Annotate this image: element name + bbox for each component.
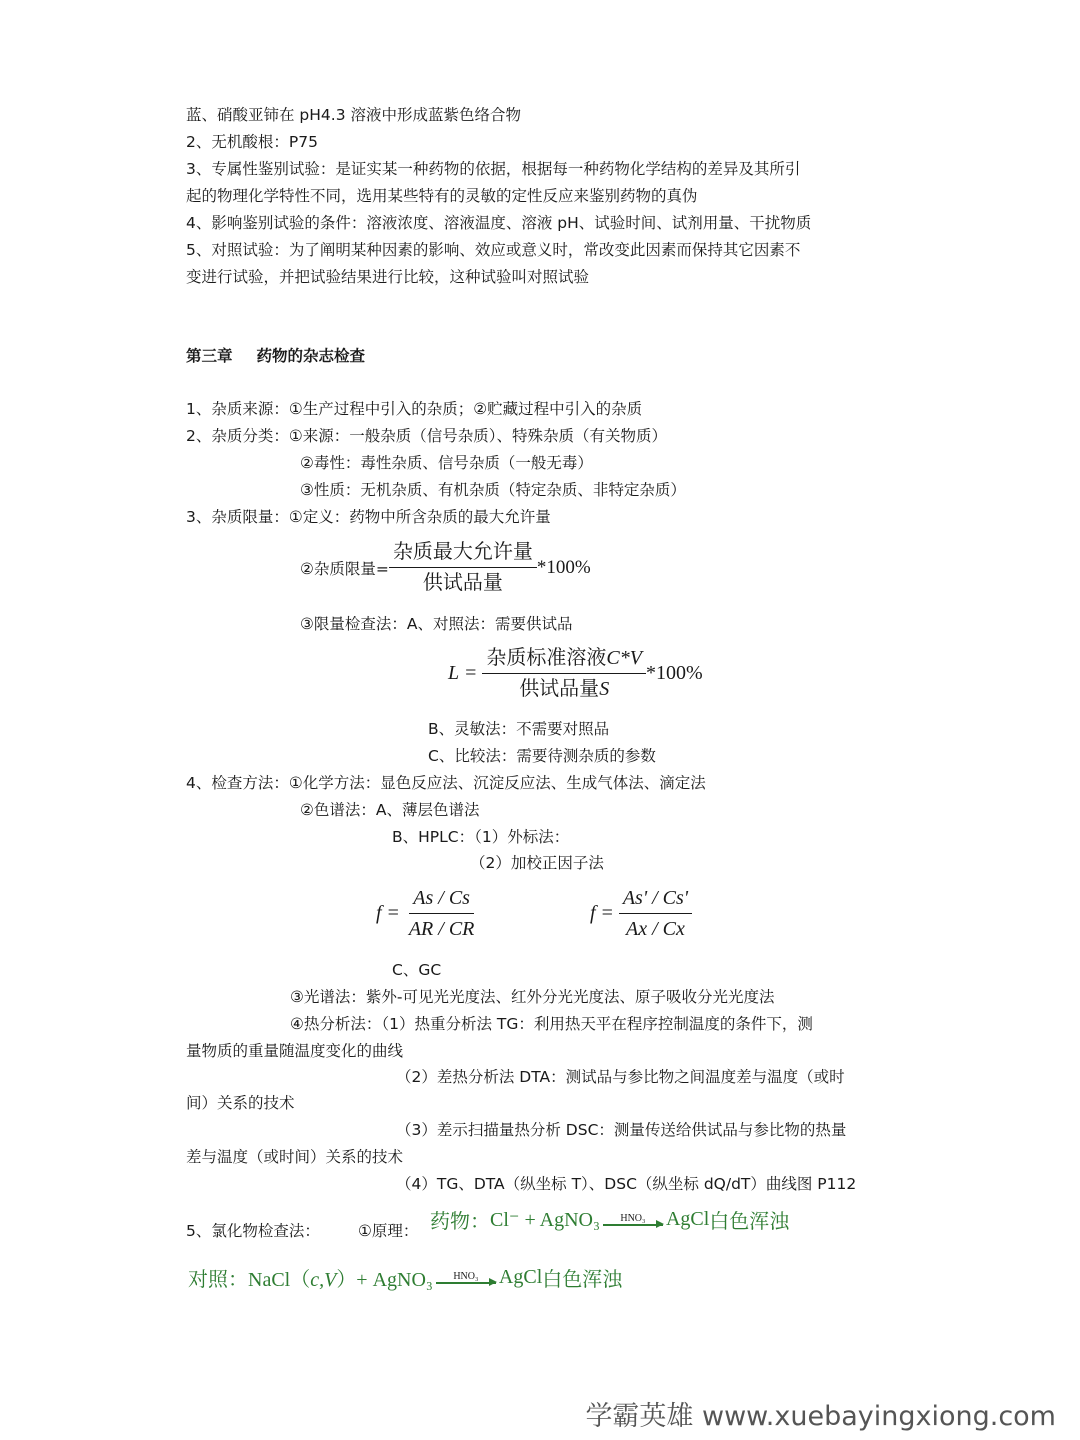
reactant-part: NaCl（	[248, 1269, 311, 1291]
text-line: （2）加校正因子法	[470, 854, 604, 872]
text-line: 差与温度（或时间）关系的技术	[186, 1148, 404, 1166]
fraction-numerator: As / Cs	[409, 886, 474, 914]
equals-sign: =	[601, 902, 613, 924]
text-line: 4、影响鉴别试验的条件：溶液浓度、溶液温度、溶液 pH、试验时间、试剂用量、干扰物质	[186, 214, 812, 232]
formula-lhs: L	[448, 662, 460, 684]
formula-lhs: f	[590, 902, 596, 924]
fraction-denominator: 供试品量	[422, 572, 503, 594]
text-line: （3）差示扫描量热分析 DSC：测量传送给供试品与参比物的热量	[396, 1121, 847, 1139]
text-line: （4）TG、DTA（纵坐标 T）、DSC（纵坐标 dQ/dT）曲线图 P112	[396, 1175, 857, 1193]
text-line: B、灵敏法：不需要对照品	[428, 720, 610, 738]
f-formula-correction	[590, 886, 692, 941]
impurity-limit-formula	[300, 540, 591, 595]
reaction-arrow	[436, 1271, 496, 1283]
formula-lhs: f	[376, 902, 382, 924]
text-line: 2、无机酸根：P75	[186, 133, 318, 151]
text-line: 3、杂质限量：①定义：药物中所含杂质的最大允许量	[186, 508, 551, 526]
text-line: 4、检查方法：①化学方法：显色反应法、沉淀反应法、生成气体法、滴定法	[186, 774, 706, 792]
arrow-icon	[436, 1282, 496, 1283]
numerator-text: 杂质标准溶液	[486, 647, 607, 669]
text-line: 间）关系的技术	[186, 1094, 295, 1112]
denominator-variable: S	[599, 678, 610, 700]
text-line: ②毒性：毒性杂质、信号杂质（一般无毒）	[300, 454, 593, 472]
text-line: 3、专属性鉴别试验：是证实某一种药物的依据，根据每一种药物化学结构的差异及其所引	[186, 160, 801, 178]
text-line: ③性质：无机杂质、有机杂质（特定杂质、非特定杂质）	[300, 481, 686, 499]
text-line: C、比较法：需要待测杂质的参数	[428, 747, 656, 765]
reaction-note: 白色浑浊	[542, 1269, 623, 1291]
fraction	[405, 886, 479, 941]
arrow-catalyst: HNO₃	[620, 1213, 646, 1225]
reaction-reactants	[248, 1263, 433, 1292]
reactant-variable: c,V	[310, 1269, 337, 1291]
fraction-denominator	[515, 674, 613, 701]
equals-sign: =	[387, 902, 399, 924]
chapter-number: 第三章	[186, 347, 233, 365]
numerator-variable: C*V	[606, 647, 642, 669]
chapter-title: 药物的杂志检查	[256, 347, 366, 365]
text-line: 5、对照试验：为了阐明某种因素的影响、效应或意义时，常改变此因素而保持其它因素不	[186, 241, 801, 259]
text-line: （2）差热分析法 DTA：测试品与参比物之间温度差与温度（或时	[396, 1068, 845, 1086]
reaction-label: 药物：	[430, 1211, 490, 1233]
text-line: 2、杂质分类：①来源：一般杂质（信号杂质）、特殊杂质（有关物质）	[186, 427, 668, 445]
text-line: 量物质的重量随温度变化的曲线	[186, 1042, 404, 1060]
fraction-denominator: Ax / Cx	[626, 918, 685, 940]
reactant-part: ）+ AgNO₃	[336, 1269, 433, 1291]
text-line: 蓝、硝酸亚铈在 pH4.3 溶液中形成蓝紫色络合物	[186, 106, 521, 124]
text-line: B、HPLC：（1）外标法：	[392, 828, 570, 846]
reaction-note: 白色浑浊	[709, 1211, 790, 1233]
fraction	[482, 646, 646, 701]
denominator-text: 供试品量	[519, 678, 600, 700]
text-line: 起的物理化学特性不同，选用某些特有的灵敏的定性反应来鉴别药物的真伪	[186, 187, 698, 205]
text-line: 变进行试验，并把试验结果进行比较，这种试验叫对照试验	[186, 268, 590, 286]
reaction-product: AgCl	[498, 1266, 543, 1288]
f-formula-external	[376, 886, 478, 941]
arrow-icon	[603, 1224, 663, 1225]
reaction-arrow	[603, 1213, 663, 1225]
fraction	[619, 886, 692, 941]
fraction-numerator: As' / Cs'	[619, 886, 692, 914]
text-line: 5、氯化物检查法：	[186, 1222, 320, 1240]
fraction	[389, 540, 537, 595]
L-formula	[448, 646, 703, 701]
text-line: ④热分析法：（1）热重分析法 TG：利用热天平在程序控制温度的条件下，测	[290, 1015, 813, 1033]
reaction-label: 对照：	[188, 1269, 248, 1291]
text-line: ③限量检查法：A、对照法：需要供试品	[300, 615, 573, 633]
fraction-denominator: AR / CR	[408, 918, 475, 940]
fraction-numerator: 杂质最大允许量	[389, 540, 537, 568]
formula-suffix: *100%	[536, 556, 591, 578]
equals-sign: =	[465, 662, 477, 684]
footer-watermark: 学霸英雄 www.xuebayingxiong.com	[585, 1401, 1056, 1432]
text-line: ②色谱法：A、薄层色谱法	[300, 801, 480, 819]
fraction-numerator	[482, 646, 646, 674]
reaction-drug	[430, 1205, 789, 1234]
formula-prefix: ②杂质限量=	[300, 559, 389, 578]
text-line: C、GC	[392, 961, 442, 979]
text-line: ③光谱法：紫外-可见光光度法、红外分光光度法、原子吸收分光光度法	[290, 988, 775, 1006]
arrow-catalyst: HNO₃	[453, 1271, 479, 1283]
chapter-heading	[186, 346, 365, 366]
reaction-reactants: Cl⁻ + AgNO₃	[490, 1209, 600, 1231]
text-line: ①原理：	[358, 1222, 419, 1240]
text-line: 1、杂质来源：①生产过程中引入的杂质；②贮藏过程中引入的杂质	[186, 400, 643, 418]
reaction-product: AgCl	[665, 1208, 710, 1230]
reaction-control	[188, 1263, 622, 1292]
formula-suffix: *100%	[645, 662, 703, 684]
